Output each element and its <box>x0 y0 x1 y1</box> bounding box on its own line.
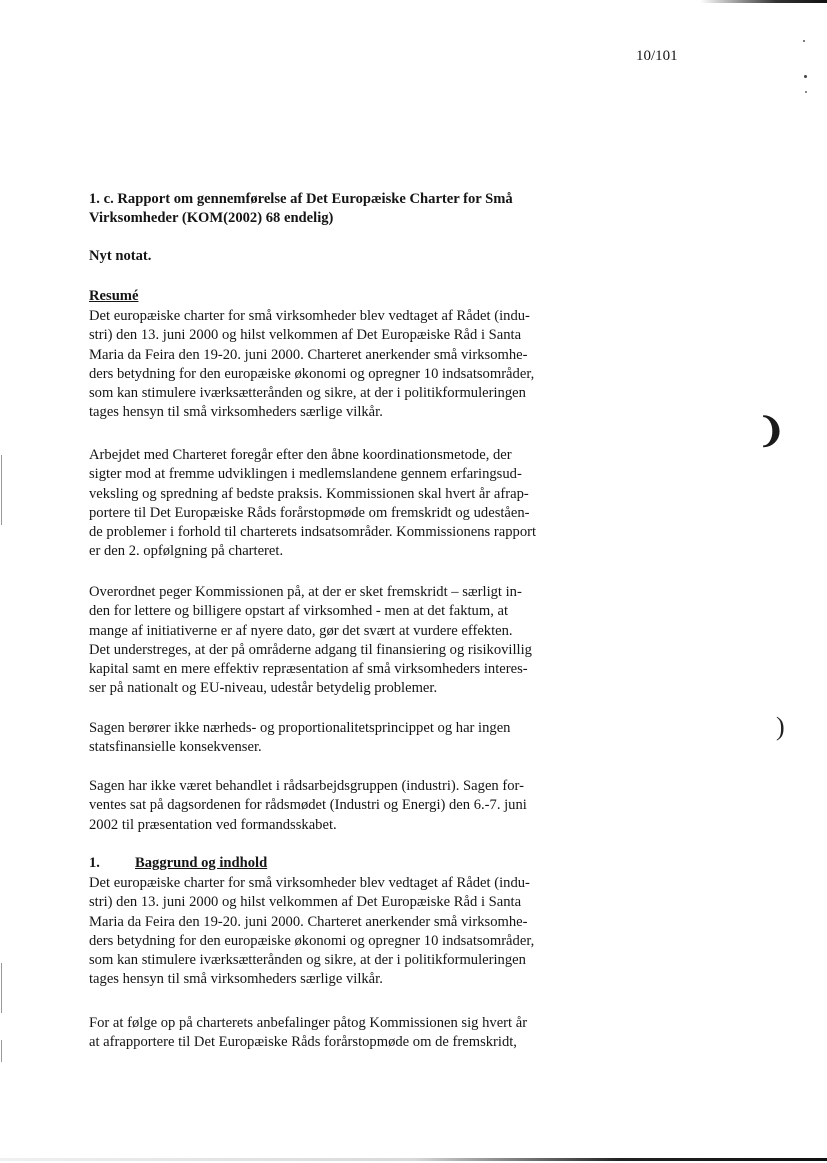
text-line: portere til Det Europæiske Råds forårstopmøde om fremskridt og udeståen- <box>89 504 530 521</box>
text-line: tages hensyn til små virksomheders særlige vilkår. <box>89 404 383 421</box>
text-line: stri) den 13. juni 2000 og hilst velkommen af Det Europæiske Råd i Santa <box>89 894 522 911</box>
text-line: Sagen har ikke været behandlet i rådsarbejdsgruppen (industri). Sagen for- <box>89 778 524 794</box>
text-line: kapital samt en mere effektiv repræsentation af små virksomheders interes- <box>89 661 528 678</box>
scan-speck <box>804 75 807 78</box>
scan-edge-bottom <box>0 1158 827 1161</box>
text-line: mange af initiativerne er af nyere dato, gør det svært at vurdere effekten. <box>89 622 513 639</box>
page-number: 10/101 <box>636 48 678 64</box>
closing-paragraph <box>89 1014 609 1053</box>
paragraph-coordination <box>89 446 609 562</box>
paragraph-subsidiarity <box>89 719 609 758</box>
text-line: ventes sat på dagsordenen for rådsmødet (Industri og Energi) den 6.-7. juni <box>89 797 527 814</box>
text-line: stri) den 13. juni 2000 og hilst velkommen af Det Europæiske Råd i Santa <box>89 327 522 344</box>
punch-hole-mark: ) <box>776 712 785 741</box>
text-line: ser på nationalt og EU-niveau, udestår betydelig problemer. <box>89 680 438 697</box>
resume-paragraph <box>89 307 609 423</box>
scan-edge-left <box>1 455 2 525</box>
section-number: 1. <box>89 855 100 871</box>
text-line: tages hensyn til små virksomheders særlige vilkår. <box>89 971 383 988</box>
text-line: Maria da Feira den 19-20. juni 2000. Charteret anerkender små virksomhe- <box>89 346 528 363</box>
text-line: Arbejdet med Charteret foregår efter den åbne koordinationsmetode, der <box>89 447 512 463</box>
note-label: Nyt notat. <box>89 248 152 264</box>
document-title <box>89 190 629 229</box>
section-title: Baggrund og indhold <box>135 855 268 871</box>
title-line: Virksomheder (KOM(2002) 68 endelig) <box>89 210 334 227</box>
text-line: For at følge op på charterets anbefalinger påtog Kommissionen sig hvert år <box>89 1015 528 1031</box>
text-line: Overordnet peger Kommissionen på, at der er sket fremskridt – særligt in- <box>89 584 522 600</box>
text-line: statsfinansielle konsekvenser. <box>89 739 262 756</box>
text-line: Det understreges, at der på områderne adgang til finansiering og risikovillig <box>89 641 532 658</box>
section-1-heading <box>89 854 609 873</box>
text-line: at afrapportere til Det Europæiske Råds forårstopmøde om de fremskridt, <box>89 1034 517 1051</box>
scan-edge-left <box>1 963 2 1013</box>
text-line: 2002 til præsentation ved formandsskabet. <box>89 816 337 833</box>
text-line: Sagen berører ikke nærheds- og proportionalitetsprincippet og har ingen <box>89 720 511 736</box>
scan-speck <box>805 91 807 93</box>
text-line: ders betydning for den europæiske økonomi og opregner 10 indsatsområder, <box>89 932 535 949</box>
paragraph-council <box>89 777 609 835</box>
text-line: Maria da Feira den 19-20. juni 2000. Charteret anerkender små virksomhe- <box>89 913 528 930</box>
text-line: som kan stimulere iværksætterånden og sikre, at der i politikformuleringen <box>89 385 526 402</box>
text-line: sigter mod at fremme udviklingen i medlemslandene gennem erfaringsud- <box>89 466 522 483</box>
scan-edge-top <box>700 0 827 3</box>
text-line: er den 2. opfølgning på charteret. <box>89 543 284 560</box>
scan-edge-left <box>1 1040 2 1062</box>
paragraph-progress <box>89 583 609 699</box>
text-line: veksling og spredning af bedste praksis. Kommissionen skal hvert år afrap- <box>89 485 529 502</box>
text-line: den for lettere og billigere opstart af virksomhed - men at det faktum, at <box>89 603 509 620</box>
text-line: som kan stimulere iværksætterånden og sikre, at der i politikformuleringen <box>89 952 526 969</box>
text-line: Det europæiske charter for små virksomheder blev vedtaget af Rådet (indu- <box>89 875 530 891</box>
punch-hole-mark: ❩ <box>757 413 786 450</box>
scan-speck <box>803 40 805 42</box>
resume-heading <box>89 287 609 306</box>
title-line: 1. c. Rapport om gennemførelse af Det Europæiske Charter for Små <box>89 191 513 207</box>
text-line: de problemer i forhold til charterets indsatsområder. Kommissionens rapport <box>89 524 537 541</box>
section-1-paragraph <box>89 874 609 990</box>
text-line: Det europæiske charter for små virksomheder blev vedtaget af Rådet (indu- <box>89 308 530 324</box>
text-line: ders betydning for den europæiske økonomi og opregner 10 indsatsområder, <box>89 365 535 382</box>
resume-title: Resumé <box>89 288 139 304</box>
